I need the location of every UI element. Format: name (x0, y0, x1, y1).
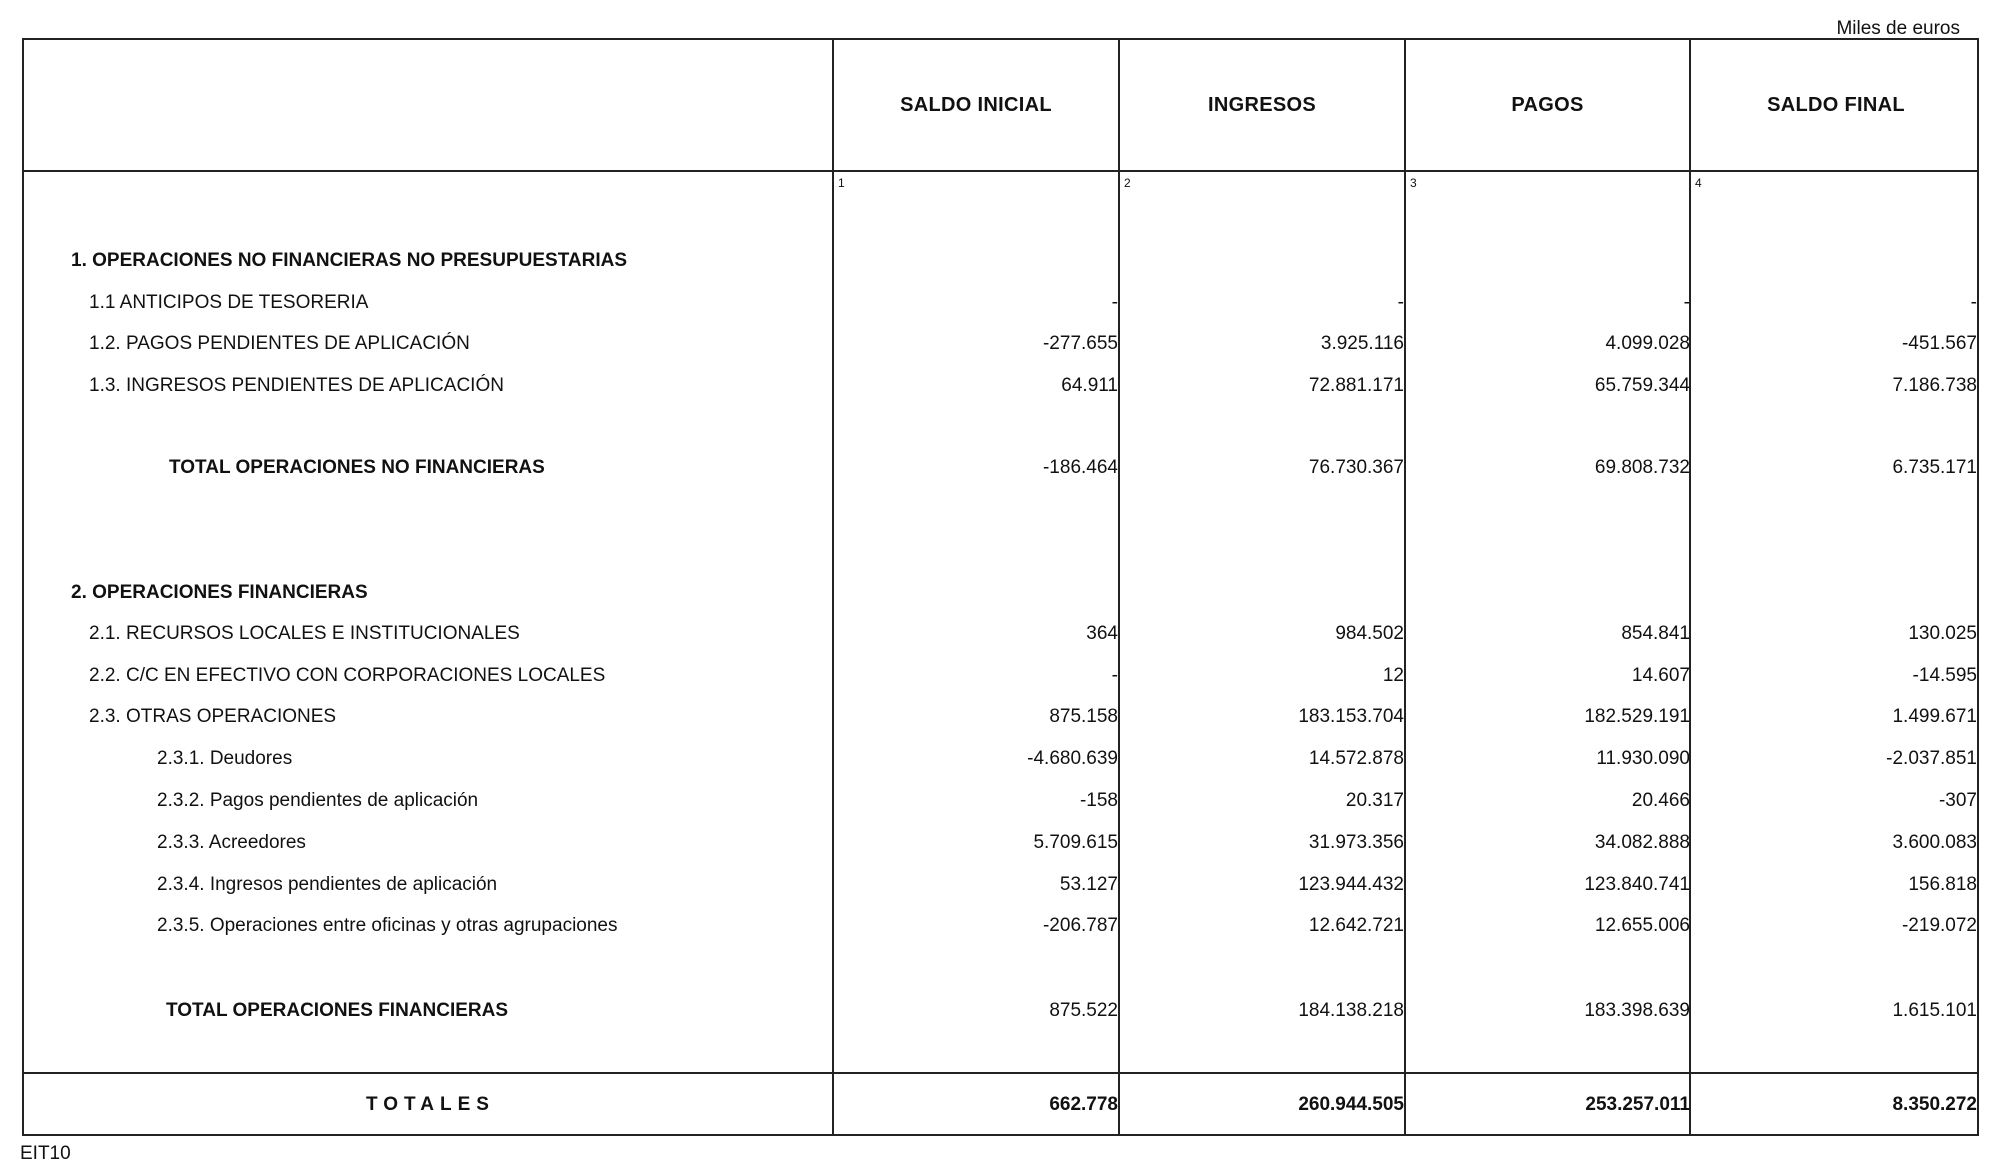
header-saldo-inicial: SALDO INICIAL (900, 93, 1052, 116)
column-number: 1 (838, 176, 845, 190)
cell-ingresos: 12 (1382, 665, 1404, 686)
table-row (24, 457, 1977, 487)
units-note: Miles de euros (1836, 18, 1960, 39)
row-label: 1.3. INGRESOS PENDIENTES DE APLICACIÓN (89, 375, 504, 396)
row-label: 2.3.2. Pagos pendientes de aplicación (157, 790, 479, 811)
cell-pagos: 69.808.732 (1594, 457, 1690, 478)
table-row (24, 706, 1977, 736)
cell-saldo-final: - (1970, 292, 1977, 313)
row-label: 1. OPERACIONES NO FINANCIERAS NO PRESUPUESTARIAS (71, 250, 628, 271)
table-row (24, 375, 1977, 405)
cell-pagos: 20.466 (1631, 790, 1690, 811)
cell-pagos: 182.529.191 (1584, 706, 1690, 727)
cell-saldo-inicial: 875.522 (1049, 1000, 1118, 1021)
cell-ingresos: 14.572.878 (1308, 748, 1404, 769)
row-label: 2.3.3. Acreedores (157, 832, 306, 853)
column-number: 2 (1124, 176, 1131, 190)
cell-saldo-inicial: - (1111, 292, 1118, 313)
row-label: 1.1 ANTICIPOS DE TESORERIA (89, 292, 369, 313)
table-row (24, 292, 1977, 322)
cell-saldo-final: 130.025 (1908, 623, 1977, 644)
totals-row (24, 1094, 1977, 1124)
row-label: 2.3.1. Deudores (157, 748, 293, 769)
table-row (24, 1000, 1977, 1030)
cell-ingresos: - (1397, 292, 1404, 313)
total-saldo-inicial: 662.778 (1049, 1094, 1118, 1115)
cell-pagos: 65.759.344 (1594, 375, 1690, 396)
table-row (24, 623, 1977, 653)
cell-saldo-final: 3.600.083 (1892, 832, 1977, 853)
cell-pagos: 11.930.090 (1596, 748, 1690, 769)
table-row (24, 333, 1977, 363)
cell-pagos: 4.099.028 (1605, 333, 1690, 354)
cell-saldo-final: -451.567 (1901, 333, 1977, 354)
cell-pagos: 123.840.741 (1584, 874, 1690, 895)
cell-saldo-final: 7.186.738 (1892, 375, 1977, 396)
cell-pagos: 34.082.888 (1594, 832, 1690, 853)
row-label: 1.2. PAGOS PENDIENTES DE APLICACIÓN (89, 333, 470, 354)
row-label: 2.3.4. Ingresos pendientes de aplicación (157, 874, 498, 895)
cell-saldo-inicial: 875.158 (1049, 706, 1118, 727)
row-label: TOTAL OPERACIONES NO FINANCIERAS (169, 457, 545, 478)
row-label: 2.2. C/C EN EFECTIVO CON CORPORACIONES LOCALES (89, 665, 606, 686)
cell-saldo-final: 6.735.171 (1892, 457, 1977, 478)
row-label: TOTAL OPERACIONES FINANCIERAS (166, 1000, 509, 1021)
cell-ingresos: 72.881.171 (1308, 375, 1404, 396)
cell-pagos: - (1683, 292, 1690, 313)
header-saldo-final: SALDO FINAL (1767, 93, 1905, 116)
row-label: 2.1. RECURSOS LOCALES E INSTITUCIONALES (89, 623, 520, 644)
cell-pagos: 14.607 (1631, 665, 1690, 686)
cell-pagos: 183.398.639 (1584, 1000, 1690, 1021)
cell-ingresos: 20.317 (1345, 790, 1404, 811)
header-pagos: PAGOS (1511, 93, 1584, 116)
cell-pagos: 12.655.006 (1594, 915, 1690, 936)
header-divider (24, 170, 1977, 172)
total-ingresos: 260.944.505 (1298, 1094, 1404, 1115)
cell-saldo-inicial: -158 (1079, 790, 1118, 811)
cell-saldo-inicial: -277.655 (1042, 333, 1118, 354)
cell-saldo-inicial: -186.464 (1042, 457, 1118, 478)
footer-code: EIT10 (20, 1143, 71, 1164)
cell-ingresos: 12.642.721 (1308, 915, 1404, 936)
cell-saldo-inicial: -206.787 (1042, 915, 1118, 936)
cell-saldo-final: -2.037.851 (1886, 748, 1977, 769)
cell-saldo-inicial: 64.911 (1061, 375, 1118, 396)
table-row (24, 790, 1977, 820)
row-label: 2.3.5. Operaciones entre oficinas y otras agrupaciones (157, 915, 618, 936)
cell-saldo-final: 156.818 (1908, 874, 1977, 895)
cell-saldo-final: -307 (1938, 790, 1977, 811)
cell-ingresos: 76.730.367 (1308, 457, 1404, 478)
table-row (24, 832, 1977, 862)
table-row (24, 874, 1977, 904)
cell-saldo-final: -14.595 (1912, 665, 1977, 686)
cell-saldo-final: 1.499.671 (1892, 706, 1977, 727)
cell-saldo-final: 1.615.101 (1892, 1000, 1977, 1021)
table-row (24, 665, 1977, 695)
cell-ingresos: 183.153.704 (1298, 706, 1404, 727)
cell-saldo-inicial: - (1111, 665, 1118, 686)
header-ingresos: INGRESOS (1208, 93, 1316, 116)
cell-saldo-inicial: 53.127 (1059, 874, 1118, 895)
totals-divider (24, 1072, 1977, 1074)
cell-ingresos: 984.502 (1335, 623, 1404, 644)
column-number: 4 (1695, 176, 1702, 190)
cell-saldo-inicial: 364 (1086, 623, 1118, 644)
column-number: 3 (1410, 176, 1417, 190)
table-frame (22, 38, 1979, 1136)
cell-saldo-inicial: -4.680.639 (1027, 748, 1118, 769)
totals-label: TOTALES (366, 1094, 495, 1115)
row-label: 2.3. OTRAS OPERACIONES (89, 706, 337, 727)
cell-saldo-inicial: 5.709.615 (1033, 832, 1118, 853)
table-row (24, 582, 1977, 612)
row-label: 2. OPERACIONES FINANCIERAS (71, 582, 368, 603)
cell-ingresos: 123.944.432 (1298, 874, 1404, 895)
table-row (24, 748, 1977, 778)
cell-saldo-final: -219.072 (1901, 915, 1977, 936)
cell-pagos: 854.841 (1621, 623, 1690, 644)
total-pagos: 253.257.011 (1585, 1094, 1690, 1115)
cell-ingresos: 3.925.116 (1320, 333, 1404, 354)
cell-ingresos: 184.138.218 (1298, 1000, 1404, 1021)
total-saldo-final: 8.350.272 (1892, 1094, 1977, 1115)
table-row (24, 915, 1977, 945)
table-row (24, 250, 1977, 280)
cell-ingresos: 31.973.356 (1308, 832, 1404, 853)
